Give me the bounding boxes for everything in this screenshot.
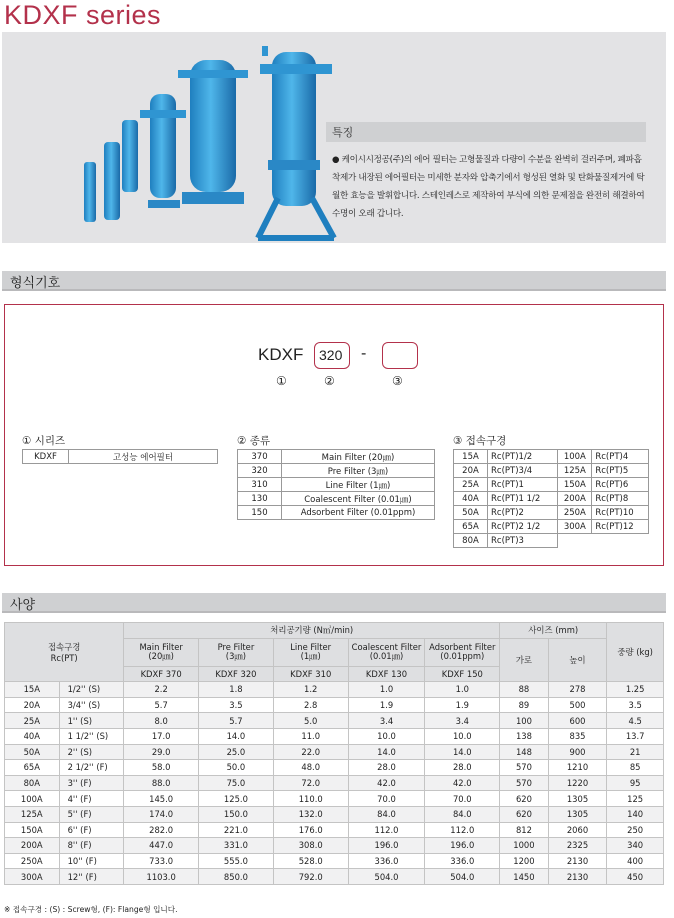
connection-size: 125A <box>558 464 592 478</box>
connection-size: 250A <box>558 506 592 520</box>
type-code: 150 <box>238 506 282 520</box>
connection-thread: Rc(PT)3/4 <box>488 464 558 478</box>
connection-row <box>454 506 649 520</box>
size-height: 600 <box>548 713 607 729</box>
spec-section-title: 사양 <box>10 598 36 613</box>
conn-size: 50A <box>5 744 60 760</box>
size-width: 620 <box>500 806 549 822</box>
weight: 400 <box>607 853 664 869</box>
conn-size: 100A <box>5 791 60 807</box>
spec-row <box>5 713 664 729</box>
series-title: ① 시리즈 <box>22 435 66 447</box>
flow-pre: 75.0 <box>199 775 274 791</box>
conn-size: 250A <box>5 853 60 869</box>
connection-row <box>454 520 649 534</box>
connection-thread: Rc(PT)2 1/2 <box>488 520 558 534</box>
flow-coalescent: 3.4 <box>348 713 425 729</box>
type-row <box>238 492 435 506</box>
conn-size: 300A <box>5 869 60 885</box>
size-height: 2325 <box>548 838 607 854</box>
features-label: 특징 <box>332 126 354 139</box>
flow-line: 528.0 <box>273 853 348 869</box>
flow-coalescent: 336.0 <box>348 853 425 869</box>
series-row <box>23 450 218 464</box>
conn-header <box>5 623 124 682</box>
size-width: 88 <box>500 682 549 698</box>
connection-thread: Rc(PT)1 1/2 <box>488 492 558 506</box>
connection-thread: Rc(PT)5 <box>592 464 649 478</box>
spec-row <box>5 682 664 698</box>
conn-inch: 5'' (F) <box>59 806 124 822</box>
flow-coalescent: 504.0 <box>348 869 425 885</box>
flow-coalescent: 28.0 <box>348 760 425 776</box>
connection-thread: Rc(PT)1 <box>488 478 558 492</box>
flow-line: 792.0 <box>273 869 348 885</box>
flow-line: 72.0 <box>273 775 348 791</box>
connection-code-box <box>382 342 418 369</box>
connection-size: 300A <box>558 520 592 534</box>
type-table <box>237 449 435 520</box>
flow-line: 110.0 <box>273 791 348 807</box>
flow-adsorbent: 196.0 <box>425 838 500 854</box>
filter-name-header <box>124 638 199 666</box>
type-desc: Adsorbent Filter (0.01ppm) <box>282 506 435 520</box>
size-width: 1450 <box>500 869 549 885</box>
weight: 140 <box>607 806 664 822</box>
type-desc: Main Filter (20㎛) <box>282 450 435 464</box>
connection-thread: Rc(PT)4 <box>592 450 649 464</box>
spec-row <box>5 728 664 744</box>
flow-pre: 3.5 <box>199 697 274 713</box>
flow-adsorbent: 1.9 <box>425 697 500 713</box>
connection-row <box>454 492 649 506</box>
series-table <box>22 449 218 464</box>
connection-thread: Rc(PT)6 <box>592 478 649 492</box>
type-row <box>238 478 435 492</box>
model-section-title: 형식기호 <box>10 276 61 291</box>
filter-model-header: KDXF 320 <box>199 666 274 682</box>
type-title: ② 종류 <box>237 435 271 447</box>
type-desc: Pre Filter (3㎛) <box>282 464 435 478</box>
conn-size: 125A <box>5 806 60 822</box>
flow-main: 58.0 <box>124 760 199 776</box>
conn-inch: 12'' (F) <box>59 869 124 885</box>
model-dash: - <box>361 345 367 362</box>
weight: 4.5 <box>607 713 664 729</box>
weight: 450 <box>607 869 664 885</box>
conn-inch: 6'' (F) <box>59 822 124 838</box>
flow-adsorbent: 14.0 <box>425 744 500 760</box>
flow-main: 282.0 <box>124 822 199 838</box>
flow-coalescent: 1.9 <box>348 697 425 713</box>
weight: 3.5 <box>607 697 664 713</box>
conn-inch: 2 1/2'' (F) <box>59 760 124 776</box>
conn-inch: 1'' (S) <box>59 713 124 729</box>
filter-rating: (0.01㎛) <box>369 651 404 662</box>
size-width: 138 <box>500 728 549 744</box>
spec-row <box>5 838 664 854</box>
weight: 21 <box>607 744 664 760</box>
flow-line: 5.0 <box>273 713 348 729</box>
flow-main: 447.0 <box>124 838 199 854</box>
flow-adsorbent: 504.0 <box>425 869 500 885</box>
type-code: 370 <box>238 450 282 464</box>
flow-coalescent: 10.0 <box>348 728 425 744</box>
connection-thread: Rc(PT)2 <box>488 506 558 520</box>
type-code-value: 320 <box>319 347 343 363</box>
flow-coalescent: 14.0 <box>348 744 425 760</box>
flow-adsorbent: 42.0 <box>425 775 500 791</box>
flow-main: 2.2 <box>124 682 199 698</box>
connection-size: 200A <box>558 492 592 506</box>
conn-size: 40A <box>5 728 60 744</box>
type-row <box>238 450 435 464</box>
type-desc: Coalescent Filter (0.01㎛) <box>282 492 435 506</box>
weight: 340 <box>607 838 664 854</box>
conn-size: 65A <box>5 760 60 776</box>
spec-row <box>5 853 664 869</box>
size-width: 812 <box>500 822 549 838</box>
weight: 95 <box>607 775 664 791</box>
conn-inch: 3/4'' (S) <box>59 697 124 713</box>
size-width: 148 <box>500 744 549 760</box>
connection-size: 15A <box>454 450 488 464</box>
spec-row <box>5 744 664 760</box>
flow-pre: 14.0 <box>199 728 274 744</box>
weight-header: 중량 (kg) <box>607 623 664 682</box>
size-height: 2130 <box>548 853 607 869</box>
filter-name-header <box>348 638 425 666</box>
flow-main: 174.0 <box>124 806 199 822</box>
size-height: 2130 <box>548 869 607 885</box>
connection-row <box>454 464 649 478</box>
connection-thread: Rc(PT)3 <box>488 534 558 548</box>
filter-rating: (0.01ppm) <box>440 651 485 662</box>
spec-row <box>5 697 664 713</box>
connection-thread: Rc(PT)1/2 <box>488 450 558 464</box>
weight: 125 <box>607 791 664 807</box>
size-width: 100 <box>500 713 549 729</box>
connection-thread: Rc(PT)12 <box>592 520 649 534</box>
filter-model-header: KDXF 150 <box>425 666 500 682</box>
connection-size: 20A <box>454 464 488 478</box>
flow-line: 1.2 <box>273 682 348 698</box>
filter-rating: (1㎛) <box>300 651 321 662</box>
conn-inch: 8'' (F) <box>59 838 124 854</box>
filter-name-header <box>425 638 500 666</box>
size-height: 835 <box>548 728 607 744</box>
spec-row <box>5 822 664 838</box>
conn-size: 80A <box>5 775 60 791</box>
size-header: 사이즈 (mm) <box>500 623 607 639</box>
height-header: 높이 <box>548 638 607 682</box>
flow-main: 1103.0 <box>124 869 199 885</box>
filter-name: Coalescent Filter <box>351 642 422 653</box>
size-width: 570 <box>500 775 549 791</box>
spec-row <box>5 760 664 776</box>
flow-adsorbent: 3.4 <box>425 713 500 729</box>
features-text: ● 케이시시정공(주)의 에어 필터는 고형물질과 다량이 수분을 완벽히 걸러주며, 폐파흡착제가 내장된 에어필터는 미세한 분자와 압축기에서 형성된 열화 및 탄화물질제거에 탁월한 효능을 발휘합니다. 스테인레스로 제작하여 부식에 의한 문제점을 완전히 해결하여 수명이 오래 갑니다. <box>332 155 645 219</box>
flow-line: 48.0 <box>273 760 348 776</box>
conn-header-label: 접속구경 <box>47 642 81 653</box>
flow-adsorbent: 84.0 <box>425 806 500 822</box>
connection-row <box>454 450 649 464</box>
flow-line: 2.8 <box>273 697 348 713</box>
flow-header: 처리공기량 (N㎥/min) <box>124 623 500 639</box>
model-prefix: KDXF <box>258 345 304 364</box>
size-height: 1220 <box>548 775 607 791</box>
size-height: 1305 <box>548 791 607 807</box>
flow-coalescent: 70.0 <box>348 791 425 807</box>
flow-adsorbent: 336.0 <box>425 853 500 869</box>
flow-pre: 850.0 <box>199 869 274 885</box>
flow-main: 733.0 <box>124 853 199 869</box>
conn-inch: 1/2'' (S) <box>59 682 124 698</box>
size-height: 500 <box>548 697 607 713</box>
filter-name: Main Filter <box>139 642 183 653</box>
connection-row <box>454 534 649 548</box>
size-width: 620 <box>500 791 549 807</box>
size-height: 1210 <box>548 760 607 776</box>
connection-size: 25A <box>454 478 488 492</box>
flow-main: 29.0 <box>124 744 199 760</box>
size-height: 278 <box>548 682 607 698</box>
conn-header-unit: Rc(PT) <box>50 653 78 664</box>
spec-row <box>5 791 664 807</box>
flow-line: 176.0 <box>273 822 348 838</box>
series-code: KDXF <box>23 450 69 464</box>
model-section-header <box>2 271 666 291</box>
spec-section-header <box>2 593 666 613</box>
flow-pre: 125.0 <box>199 791 274 807</box>
flow-pre: 25.0 <box>199 744 274 760</box>
spec-note: ※ 접속구경 : (S) : Screw형, (F): Flange형 입니다. <box>4 905 178 914</box>
size-width: 1000 <box>500 838 549 854</box>
conn-inch: 2'' (S) <box>59 744 124 760</box>
spec-table <box>4 622 664 885</box>
conn-inch: 3'' (F) <box>59 775 124 791</box>
flow-coalescent: 112.0 <box>348 822 425 838</box>
filter-model-header: KDXF 130 <box>348 666 425 682</box>
connection-thread: Rc(PT)10 <box>592 506 649 520</box>
flow-adsorbent: 28.0 <box>425 760 500 776</box>
filter-rating: (3㎛) <box>225 651 247 662</box>
type-row <box>238 506 435 520</box>
filter-name: Pre Filter <box>217 642 255 653</box>
type-code: 310 <box>238 478 282 492</box>
flow-adsorbent: 70.0 <box>425 791 500 807</box>
series-desc: 고성능 에어필터 <box>69 450 218 464</box>
flow-main: 17.0 <box>124 728 199 744</box>
type-code: 130 <box>238 492 282 506</box>
flow-main: 8.0 <box>124 713 199 729</box>
conn-inch: 10'' (F) <box>59 853 124 869</box>
marker-3: ③ <box>392 374 403 388</box>
spec-row <box>5 806 664 822</box>
weight: 1.25 <box>607 682 664 698</box>
features-header-bar <box>326 122 646 142</box>
conn-size: 15A <box>5 682 60 698</box>
conn-inch: 1 1/2'' (S) <box>59 728 124 744</box>
size-height: 900 <box>548 744 607 760</box>
flow-pre: 50.0 <box>199 760 274 776</box>
flow-line: 22.0 <box>273 744 348 760</box>
flow-pre: 1.8 <box>199 682 274 698</box>
connection-table <box>453 449 649 548</box>
conn-size: 25A <box>5 713 60 729</box>
connection-size: 80A <box>454 534 488 548</box>
flow-adsorbent: 1.0 <box>425 682 500 698</box>
width-header: 가로 <box>500 638 549 682</box>
filter-name: Adsorbent Filter <box>429 642 496 653</box>
flow-coalescent: 42.0 <box>348 775 425 791</box>
conn-inch: 4'' (F) <box>59 791 124 807</box>
flow-pre: 150.0 <box>199 806 274 822</box>
flow-pre: 221.0 <box>199 822 274 838</box>
conn-size: 20A <box>5 697 60 713</box>
connection-size: 65A <box>454 520 488 534</box>
type-row <box>238 464 435 478</box>
filter-rating: (20㎛) <box>148 651 174 662</box>
flow-coalescent: 196.0 <box>348 838 425 854</box>
flow-main: 88.0 <box>124 775 199 791</box>
conn-size: 200A <box>5 838 60 854</box>
flow-main: 145.0 <box>124 791 199 807</box>
connection-size: 40A <box>454 492 488 506</box>
flow-line: 11.0 <box>273 728 348 744</box>
size-width: 570 <box>500 760 549 776</box>
flow-line: 308.0 <box>273 838 348 854</box>
filter-name: Line Filter <box>290 642 332 653</box>
filter-name-header <box>199 638 274 666</box>
conn-size: 150A <box>5 822 60 838</box>
flow-pre: 331.0 <box>199 838 274 854</box>
flow-adsorbent: 10.0 <box>425 728 500 744</box>
connection-row <box>454 478 649 492</box>
flow-adsorbent: 112.0 <box>425 822 500 838</box>
flow-coalescent: 84.0 <box>348 806 425 822</box>
marker-1: ① <box>276 374 287 388</box>
connection-size: 100A <box>558 450 592 464</box>
size-width: 89 <box>500 697 549 713</box>
connection-size: 50A <box>454 506 488 520</box>
size-width: 1200 <box>500 853 549 869</box>
flow-coalescent: 1.0 <box>348 682 425 698</box>
connection-title: ③ 접속구경 <box>453 435 507 447</box>
flow-pre: 5.7 <box>199 713 274 729</box>
filter-name-header <box>273 638 348 666</box>
flow-main: 5.7 <box>124 697 199 713</box>
weight: 13.7 <box>607 728 664 744</box>
marker-2: ② <box>324 374 335 388</box>
spec-row <box>5 775 664 791</box>
weight: 250 <box>607 822 664 838</box>
filter-model-header: KDXF 310 <box>273 666 348 682</box>
size-height: 1305 <box>548 806 607 822</box>
page-title: KDXF series <box>4 0 162 30</box>
flow-line: 132.0 <box>273 806 348 822</box>
type-code: 320 <box>238 464 282 478</box>
weight: 85 <box>607 760 664 776</box>
connection-thread: Rc(PT)8 <box>592 492 649 506</box>
spec-row <box>5 869 664 885</box>
filter-model-header: KDXF 370 <box>124 666 199 682</box>
flow-pre: 555.0 <box>199 853 274 869</box>
connection-size: 150A <box>558 478 592 492</box>
type-desc: Line Filter (1㎛) <box>282 478 435 492</box>
size-height: 2060 <box>548 822 607 838</box>
